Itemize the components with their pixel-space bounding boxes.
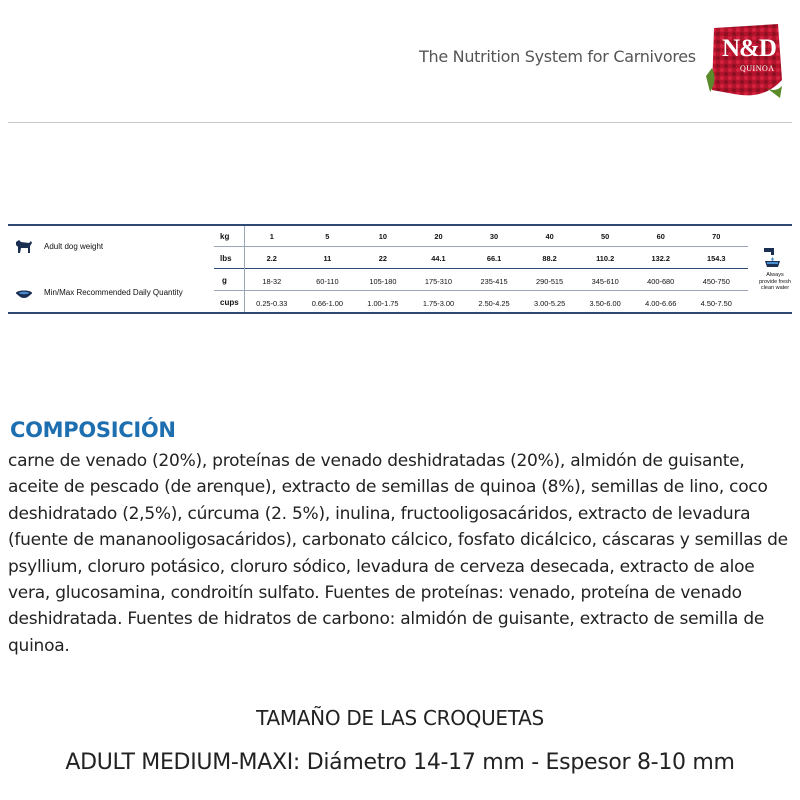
- table-cell: 2.50-4.25: [478, 299, 510, 308]
- table-cell: 290-515: [536, 277, 564, 286]
- table-row-rule: [214, 290, 748, 291]
- logo-subtitle: QUINOA: [740, 64, 775, 73]
- unit-kg: kg: [220, 232, 230, 241]
- dog-icon: [13, 237, 33, 255]
- feeding-table: [8, 224, 792, 316]
- kg-row: [244, 232, 744, 241]
- table-cell: 50: [601, 232, 610, 241]
- unit-g: g: [222, 276, 227, 285]
- header-divider: [8, 122, 792, 123]
- table-cell: 60: [656, 232, 665, 241]
- table-cell: 22: [378, 254, 388, 263]
- table-cell: 44.1: [431, 254, 446, 263]
- grams-row: [244, 277, 744, 286]
- table-cell: 2.2: [266, 254, 277, 263]
- table-cell: 20: [434, 232, 443, 241]
- water-note-line: provide fresh: [759, 278, 791, 285]
- table-top-rule: [8, 224, 792, 226]
- table-cell: 18-32: [262, 277, 282, 286]
- water-note-line: clean water: [760, 285, 790, 291]
- table-cell: 0.66-1.00: [311, 299, 343, 308]
- page-header: [0, 0, 800, 122]
- logo-wordmark: N&D: [722, 35, 776, 62]
- water-note-line: Always: [766, 272, 784, 278]
- table-cell: 10: [378, 232, 388, 241]
- table-bottom-rule: [8, 312, 792, 314]
- table-cell: 450-750: [702, 277, 730, 286]
- table-cell: 110.2: [596, 254, 615, 263]
- table-cell: 1.00-1.75: [367, 299, 399, 308]
- water-tap-icon: [762, 246, 782, 268]
- composition-title: COMPOSICIÓN: [10, 418, 176, 442]
- kibble-size-title: TAMAÑO DE LAS CROQUETAS: [256, 706, 544, 730]
- table-cell: 3.50-6.00: [589, 299, 621, 308]
- quantity-row-label: Min/Max Recommended Daily Quantity: [44, 288, 183, 297]
- table-row-rule: [214, 246, 748, 247]
- table-cell: 70: [712, 232, 721, 241]
- table-cell: 175-310: [424, 277, 453, 286]
- composition-text: carne de venado (20%), proteínas de venado deshidratadas (20%), almidón de guisante, aceite de pescado (de arenque), extracto de semillas de quinoa (8%), semillas de lino, coco deshidratado (2,5%), cúrcuma (2. 5%), inulina, fructooligosacáridos, extracto de levadura (fuente de mananooligosacáridos), carbonato cálcico, fosfato dicálcico, cáscaras y semillas de psyllium, cloruro potásico, cloruro sódico, levadura de cerveza desecada, extracto de aloe vera, glucosamina, condroitín sulfato. Fuentes de proteínas: venado, proteína de venado deshidratada. Fuentes de hidratos de carbono: almidón de guisante, extracto de semilla de quinoa.: [8, 451, 788, 656]
- table-cell: 3.00-5.25: [533, 299, 566, 308]
- table-cell: 1.75-3.00: [422, 299, 455, 308]
- weight-row-label: Adult dog weight: [44, 242, 104, 251]
- cups-row: [244, 299, 744, 308]
- bowl-icon: [15, 289, 33, 301]
- table-cell: 60-110: [316, 277, 339, 286]
- table-cell: 4.00-6.66: [645, 299, 677, 308]
- table-cell: 40: [545, 232, 554, 241]
- kibble-size-detail: ADULT MEDIUM-MAXI: Diámetro 14-17 mm - Espesor 8-10 mm: [65, 750, 735, 775]
- table-cell: 235-415: [480, 277, 508, 286]
- table-cell: 1: [269, 232, 274, 241]
- lbs-row: [244, 254, 744, 263]
- table-cell: 5: [325, 232, 330, 241]
- water-note: [756, 272, 794, 292]
- table-cell: 30: [489, 232, 499, 241]
- table-cell: 66.1: [486, 254, 502, 263]
- table-cell: 0.25-0.33: [256, 299, 288, 308]
- table-cell: 11: [323, 254, 332, 263]
- unit-lbs: lbs: [220, 254, 232, 263]
- unit-cups: cups: [220, 298, 239, 307]
- table-middle-rule: [214, 268, 748, 269]
- brand-tagline: The Nutrition System for Carnivores: [419, 47, 696, 66]
- table-cell: 105-180: [369, 277, 397, 286]
- table-cell: 400-680: [647, 277, 675, 286]
- table-cell: 132.2: [651, 254, 670, 263]
- table-cell: 4.50-7.50: [700, 299, 732, 308]
- table-cell: 88.2: [542, 254, 557, 263]
- table-cell: 345-610: [591, 277, 619, 286]
- table-cell: 154.3: [707, 254, 726, 263]
